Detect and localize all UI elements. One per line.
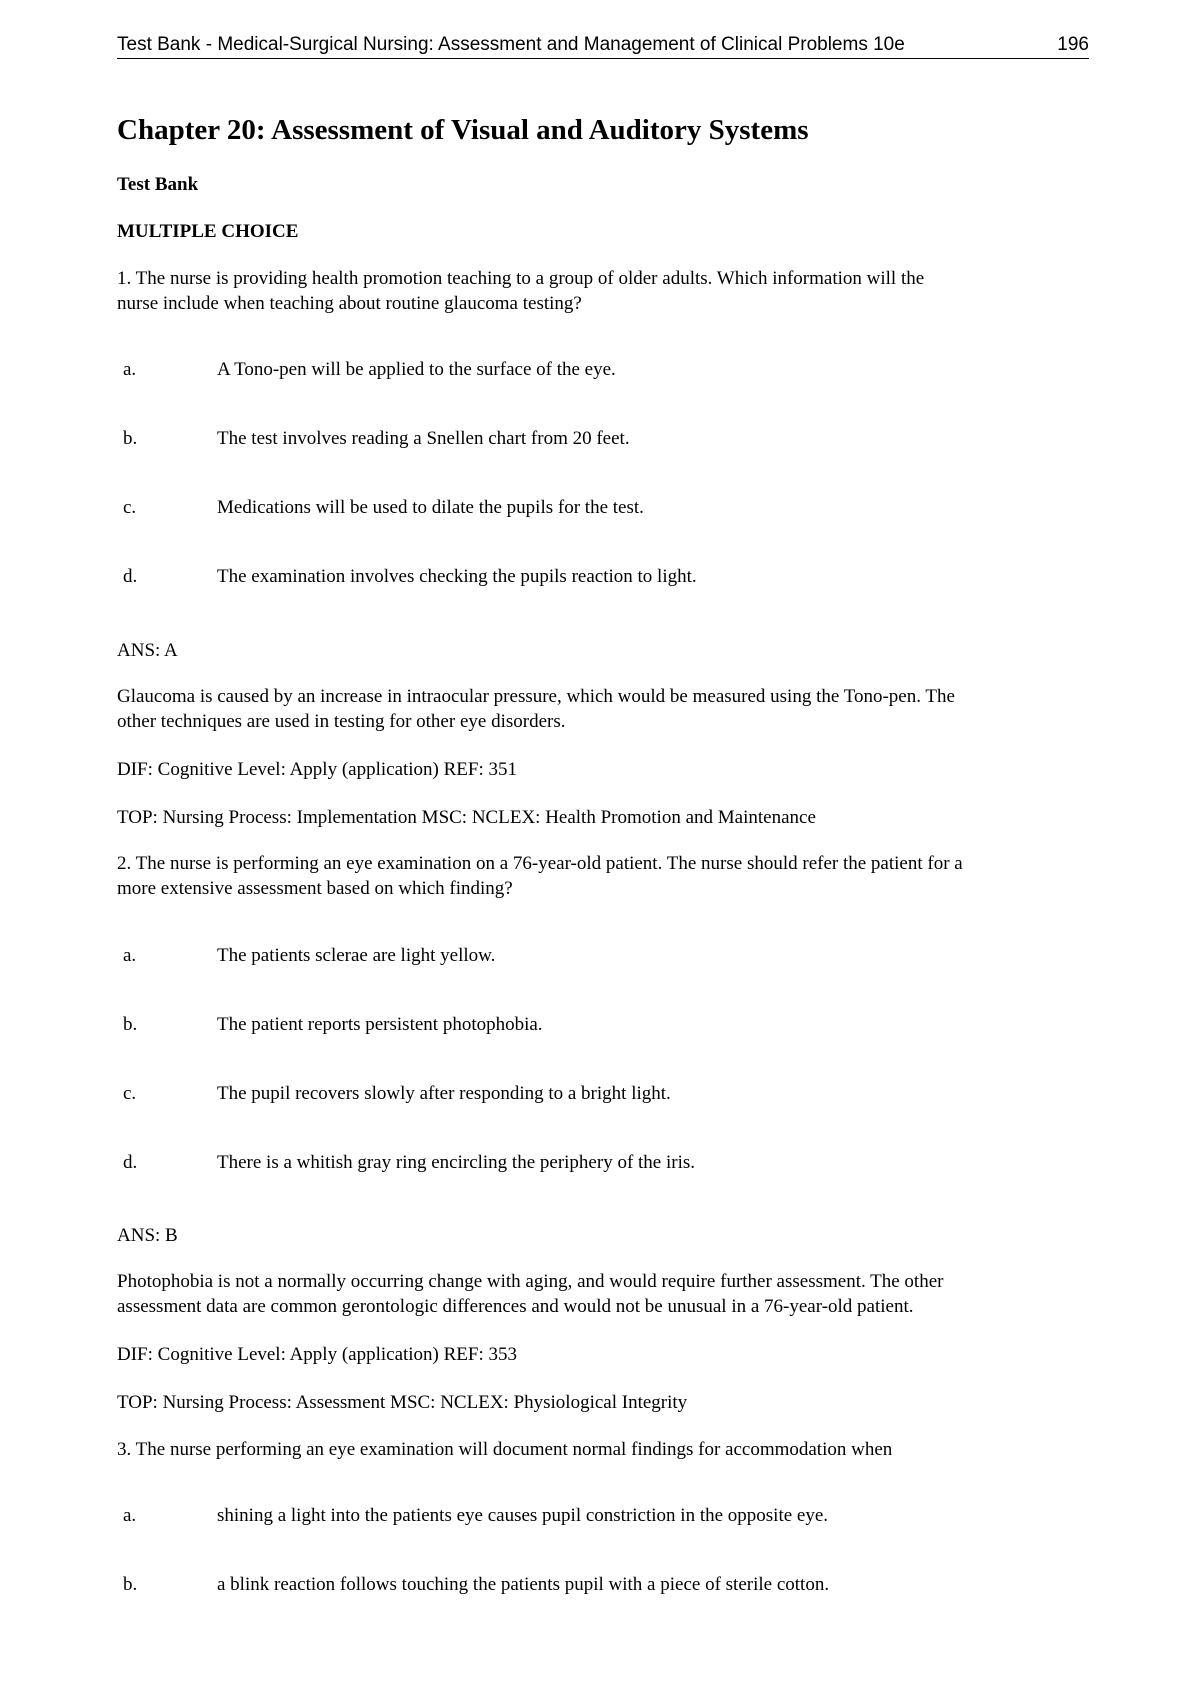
option-letter: d. — [123, 566, 138, 587]
option-text: a blink reaction follows touching the patients pupil with a piece of sterile cotton. — [217, 1574, 830, 1595]
question-1-rationale-line-2: other techniques are used in testing for other eye disorders. — [117, 711, 566, 732]
question-1-answer: ANS: A — [117, 640, 178, 661]
question-2-top: TOP: Nursing Process: Assessment MSC: NCLEX: Physiological Integrity — [117, 1392, 688, 1413]
option-text: A Tono-pen will be applied to the surface of the eye. — [217, 359, 616, 380]
option-letter: c. — [123, 1083, 137, 1104]
question-1-option-d — [117, 564, 1092, 589]
option-text: The patient reports persistent photophobia. — [217, 1014, 543, 1035]
option-letter: a. — [123, 1505, 137, 1526]
question-1-option-c — [117, 495, 1092, 520]
option-letter: b. — [123, 428, 138, 449]
option-text: shining a light into the patients eye causes pupil constriction in the opposite eye. — [217, 1505, 829, 1526]
option-text: The patients sclerae are light yellow. — [217, 945, 496, 966]
question-1-stem — [117, 266, 1092, 316]
running-header — [117, 34, 1089, 59]
option-text: Medications will be used to dilate the pupils for the test. — [217, 497, 644, 518]
question-1-stem-line-2: nurse include when teaching about routine glaucoma testing? — [117, 293, 582, 314]
question-2-rationale-line-2: assessment data are common gerontologic differences and would not be unusual in a 76-year-old patient. — [117, 1296, 914, 1317]
question-3-option-a — [117, 1503, 1092, 1528]
question-1-option-a — [117, 357, 1092, 382]
question-2-rationale-line-1: Photophobia is not a normally occurring change with aging, and would require further assessment. The other — [117, 1271, 944, 1292]
option-letter: d. — [123, 1152, 138, 1173]
question-1-stem-line-1: 1. The nurse is providing health promotion teaching to a group of older adults. Which information will the — [117, 268, 925, 289]
option-letter: b. — [123, 1574, 138, 1595]
option-letter: b. — [123, 1014, 138, 1035]
option-text: The examination involves checking the pupils reaction to light. — [217, 566, 697, 587]
question-2-stem-line-2: more extensive assessment based on which finding? — [117, 878, 513, 899]
question-2-option-d — [117, 1150, 1092, 1175]
section-label: Test Bank — [117, 174, 199, 195]
question-1-dif: DIF: Cognitive Level: Apply (application) REF: 351 — [117, 759, 518, 780]
question-2-answer: ANS: B — [117, 1225, 178, 1246]
option-text: The pupil recovers slowly after responding to a bright light. — [217, 1083, 671, 1104]
question-2-stem — [117, 851, 1092, 901]
page-number: 196 — [1057, 34, 1089, 55]
question-1-top: TOP: Nursing Process: Implementation MSC: NCLEX: Health Promotion and Maintenance — [117, 807, 816, 828]
question-3-option-b — [117, 1572, 1092, 1597]
option-letter: a. — [123, 359, 137, 380]
header-title: Test Bank - Medical-Surgical Nursing: Assessment and Management of Clinical Problems 10e — [117, 34, 905, 55]
question-3-stem-line-1: 3. The nurse performing an eye examination will document normal findings for accommodation when — [117, 1439, 893, 1460]
question-2-rationale — [117, 1269, 1092, 1319]
option-letter: a. — [123, 945, 137, 966]
question-1-rationale-line-1: Glaucoma is caused by an increase in intraocular pressure, which would be measured using the Tono-pen. The — [117, 686, 955, 707]
question-2-option-a — [117, 943, 1092, 968]
question-1-option-b — [117, 426, 1092, 451]
question-3-stem — [117, 1437, 1092, 1462]
option-text: The test involves reading a Snellen chart from 20 feet. — [217, 428, 630, 449]
option-text: There is a whitish gray ring encircling the periphery of the iris. — [217, 1152, 696, 1173]
question-1-rationale — [117, 684, 1092, 734]
question-2-option-c — [117, 1081, 1092, 1106]
option-letter: c. — [123, 497, 137, 518]
question-2-option-b — [117, 1012, 1092, 1037]
question-2-stem-line-1: 2. The nurse is performing an eye examination on a 76-year-old patient. The nurse should refer the patient for a — [117, 853, 963, 874]
chapter-title: Chapter 20: Assessment of Visual and Auditory Systems — [117, 114, 809, 146]
question-type-heading: MULTIPLE CHOICE — [117, 221, 299, 242]
question-2-dif: DIF: Cognitive Level: Apply (application) REF: 353 — [117, 1344, 518, 1365]
